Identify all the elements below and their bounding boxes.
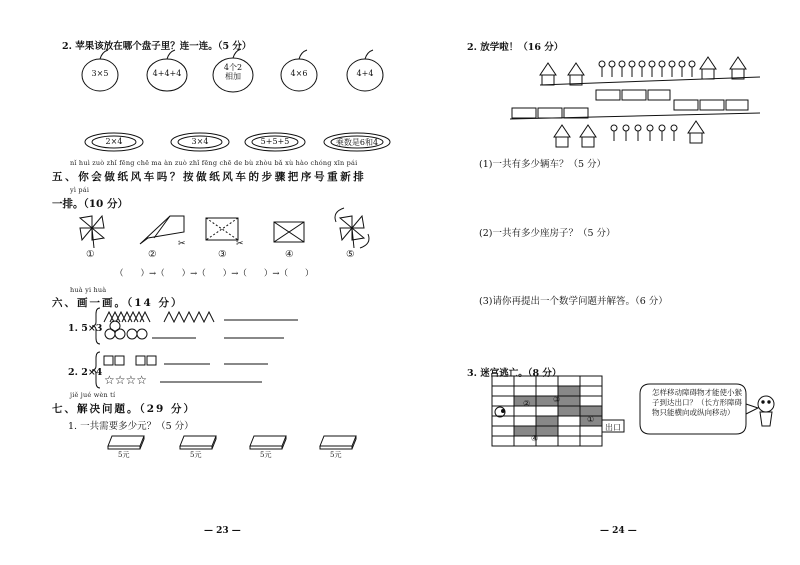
step-label: ② [148, 249, 157, 260]
speech-bubble-text: 怎样移动障碍物才能使小猴子到达出口？（长方形障碍物只能横向或纵向移动） [652, 388, 742, 417]
s6-title: 六、画一画。（14 分） [52, 297, 184, 309]
s6-q1: 1. 5×3 [68, 323, 103, 334]
apple-label: 4+4 [356, 69, 374, 78]
s5-pinyin: nǐ huì zuò zhǐ fēng chē ma àn zuò zhǐ fēng chē de bù zhòu bǎ xù hào chóng xīn pái [70, 159, 358, 167]
step-label: ① [86, 249, 95, 260]
step-label: ③ [218, 249, 227, 260]
school-scene-drawing [0, 55, 800, 155]
right-q2-2: (2)一共有多少座房子？（5 分） [479, 228, 616, 239]
step-label: ⑤ [346, 249, 355, 260]
plate-label: 2×4 [105, 137, 123, 146]
plate-label: 3×4 [191, 137, 209, 146]
left-page-number: — 23 — [204, 526, 241, 536]
s7-title: 七、解决问题。（29 分） [52, 403, 197, 415]
price-label: 5元 [190, 451, 202, 459]
s7-pinyin: jiě jué wèn tí [70, 391, 116, 399]
pinwheel-steps-drawing [0, 212, 800, 252]
maze-block-label: ② [523, 399, 531, 408]
svg-text:☆☆☆☆: ☆☆☆☆ [104, 373, 148, 387]
order-answer-line[interactable]: （ ）→（ ）→（ ）→（ ）→（ ） [115, 269, 314, 279]
apple-label: 4+4+4 [152, 69, 182, 78]
maze-block-label: ④ [531, 434, 539, 443]
right-q2-title: 2. 放学啦！（16 分） [467, 42, 564, 53]
right-q2-1: (1)一共有多少辆车？（5 分） [479, 159, 607, 170]
svg-text:✂: ✂ [178, 239, 186, 249]
plate-label: 5+5+5 [260, 137, 290, 146]
s6-q2: 2. 2×4 [68, 367, 103, 378]
s6-pinyin: huà yi huà [70, 286, 107, 294]
s5-title2: 一排。（10 分） [52, 198, 129, 210]
plate-label: 乘数是6和4 [335, 138, 379, 147]
maze-exit-label: 出口 [605, 423, 621, 432]
price-label: 5元 [330, 451, 342, 459]
right-q3-title: 3. 迷宫逃亡。（8 分） [467, 368, 562, 379]
left-q2-title: 2. 苹果该放在哪个盘子里？连一连。（5 分） [62, 41, 252, 52]
step-label: ④ [285, 249, 294, 260]
apple-label: 3×5 [91, 69, 109, 78]
svg-text:✂: ✂ [236, 239, 244, 249]
maze-block-label: ① [587, 415, 595, 424]
s5-title: 五、你会做纸风车吗？按做纸风车的步骤把序号重新排 [52, 171, 367, 183]
apple-label: 4×6 [290, 69, 308, 78]
right-q2-3: (3)请你再提出一个数学问题并解答。（6 分） [479, 296, 668, 307]
apple-label: 4个2 相加 [223, 63, 243, 81]
s7-q1: 1. 一共需要多少元？（5 分） [68, 421, 194, 432]
s5-pinyin2: yì pái [70, 186, 90, 194]
maze-block-label: ③ [553, 395, 561, 404]
right-page-number: — 24 — [600, 526, 637, 536]
price-label: 5元 [118, 451, 130, 459]
price-label: 5元 [260, 451, 272, 459]
